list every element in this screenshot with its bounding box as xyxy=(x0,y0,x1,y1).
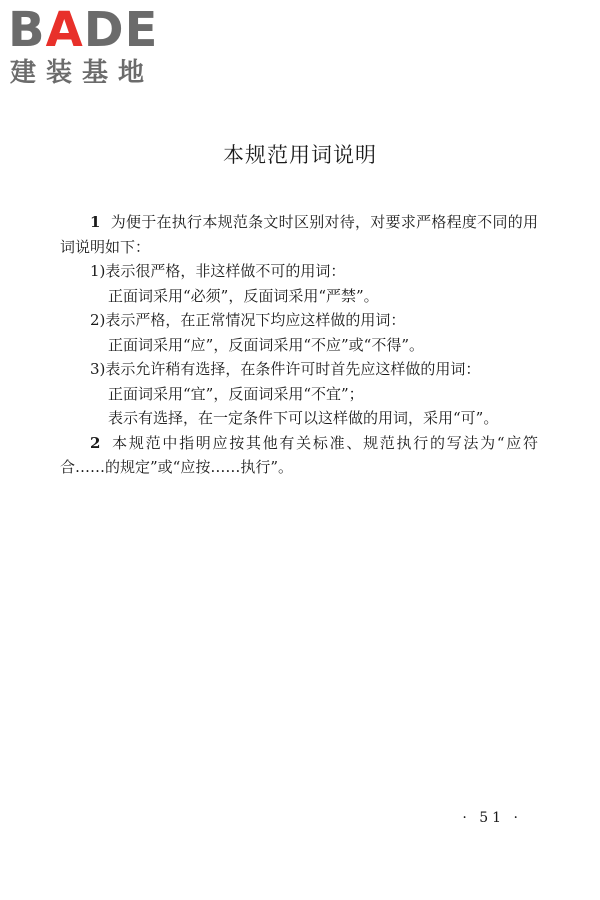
item-1-extra: 表示有选择，在一定条件下可以这样做的用词，采用“可”。 xyxy=(108,409,499,427)
page-number: · 51 · xyxy=(462,810,522,826)
item-1-number: 1 xyxy=(90,213,101,231)
document-body xyxy=(60,210,538,480)
logo-chinese-text: 建装基地 xyxy=(10,58,155,88)
logo-letter-b: B xyxy=(8,2,46,58)
item-1-text: 为便于在执行本规范条文时区别对待，对要求严格程度不同的用词说明如下： xyxy=(60,213,538,256)
item-2-text: 本规范中指明应按其他有关标准、规范执行的写法为“应符合……的规定”或“应按……执行”。 xyxy=(60,433,538,476)
sub-item-1-heading: 1)表示很严格，非这样做不可的用词： xyxy=(90,262,346,280)
bade-logo xyxy=(8,2,178,88)
sub-item-1-detail: 正面词采用“必须”，反面词采用“严禁”。 xyxy=(108,286,379,305)
logo-wordmark xyxy=(8,2,159,58)
sub-item-3-heading: 3)表示允许稍有选择，在条件许可时首先应这样做的用词： xyxy=(90,360,481,378)
sub-item-2-heading: 2)表示严格，在正常情况下均应这样做的用词： xyxy=(90,311,406,329)
logo-letter-a: A xyxy=(45,2,84,58)
sub-item-3-detail: 正面词采用“宜”，反面词采用“不宜”； xyxy=(108,384,364,403)
item-2 xyxy=(60,431,538,480)
logo-letters-de: DE xyxy=(83,2,159,58)
sub-item-2-detail: 正面词采用“应”，反面词采用“不应”或“不得”。 xyxy=(108,335,425,354)
item-2-number: 2 xyxy=(90,433,101,452)
item-1 xyxy=(60,210,538,259)
page-title: 本规范用词说明 xyxy=(223,143,377,167)
